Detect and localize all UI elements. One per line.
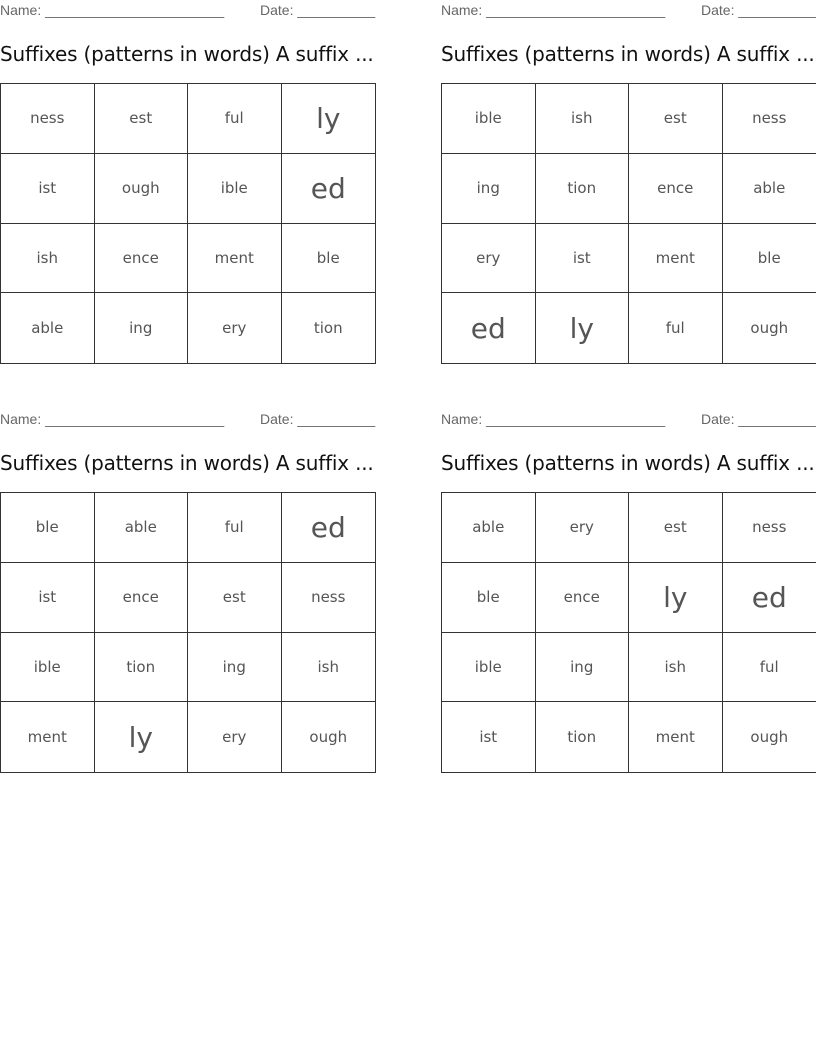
- bingo-cell: ment: [629, 224, 723, 294]
- bingo-cell: ble: [723, 224, 816, 294]
- bingo-cell: est: [629, 493, 723, 563]
- bingo-cell: ery: [536, 493, 630, 563]
- bingo-cell: ible: [442, 633, 536, 703]
- bingo-grid: [0, 492, 376, 773]
- bingo-cell: ery: [188, 702, 282, 772]
- bingo-cell: tion: [313, 319, 343, 338]
- bingo-cell: ly: [629, 563, 723, 633]
- date-field-label: Date: __________: [260, 411, 376, 427]
- card-title: Suffixes (patterns in words) A suffix ...: [441, 451, 815, 475]
- bingo-cell: ed: [442, 293, 536, 363]
- name-field-label: Name: _______________________: [0, 411, 225, 427]
- bingo-cell: ing: [188, 633, 282, 703]
- bingo-cell: ough: [750, 728, 789, 747]
- bingo-cell: ly: [95, 702, 189, 772]
- name-field-label: Name: _______________________: [441, 2, 666, 18]
- bingo-cell: ery: [442, 224, 536, 294]
- bingo-cell: ible: [1, 633, 95, 703]
- bingo-cell: ible: [442, 84, 536, 154]
- bingo-card-2: [441, 0, 816, 345]
- date-field-label: Date: __________: [701, 411, 816, 427]
- bingo-cell: ough: [309, 728, 348, 747]
- card-title: Suffixes (patterns in words) A suffix ...: [0, 42, 374, 66]
- bingo-cell: est: [95, 84, 189, 154]
- bingo-grid: [441, 83, 816, 364]
- bingo-cell: ed: [282, 154, 376, 224]
- bingo-cell: ing: [95, 293, 189, 363]
- bingo-cell: ness: [723, 493, 816, 563]
- bingo-cell: ful: [723, 633, 816, 703]
- bingo-cell: ery: [188, 293, 282, 363]
- bingo-cell: ence: [629, 154, 723, 224]
- bingo-cell: ed: [282, 493, 376, 563]
- bingo-cell: ist: [1, 154, 95, 224]
- card-title: Suffixes (patterns in words) A suffix ...: [0, 451, 374, 475]
- bingo-cell: able: [723, 154, 816, 224]
- bingo-cell: ed: [723, 563, 816, 633]
- bingo-grid: [441, 492, 816, 773]
- bingo-cell: ness: [1, 84, 95, 154]
- bingo-cell: ist: [536, 224, 630, 294]
- bingo-cell: est: [188, 563, 282, 633]
- date-field-label: Date: __________: [260, 2, 376, 18]
- bingo-cell: ence: [95, 224, 189, 294]
- bingo-cell: ful: [629, 293, 723, 363]
- bingo-cell: ful: [188, 84, 282, 154]
- bingo-cell: ment: [1, 702, 95, 772]
- bingo-cell: ble: [282, 224, 376, 294]
- bingo-cell: ble: [1, 493, 95, 563]
- bingo-cell: ist: [442, 702, 536, 772]
- bingo-cell: ble: [442, 563, 536, 633]
- bingo-cell: ence: [536, 563, 630, 633]
- bingo-cell: ist: [1, 563, 95, 633]
- bingo-cell: able: [442, 493, 536, 563]
- bingo-cell: able: [1, 293, 95, 363]
- card-title: Suffixes (patterns in words) A suffix ...: [441, 42, 815, 66]
- bingo-cell: ing: [442, 154, 536, 224]
- card-header: [441, 0, 816, 22]
- bingo-cell: able: [95, 493, 189, 563]
- date-field-label: Date: __________: [701, 2, 816, 18]
- bingo-cell: tion: [536, 154, 630, 224]
- bingo-cell: tion: [95, 633, 189, 703]
- bingo-cell: ment: [188, 224, 282, 294]
- card-header: [0, 409, 375, 431]
- bingo-cell: ish: [629, 633, 723, 703]
- bingo-cell: tion: [536, 702, 630, 772]
- bingo-grid: [0, 83, 376, 364]
- bingo-cell: ough: [95, 154, 189, 224]
- bingo-cell: ly: [536, 293, 630, 363]
- bingo-cell: ish: [536, 84, 630, 154]
- bingo-cell: ment: [629, 702, 723, 772]
- bingo-card-4: [441, 409, 816, 747]
- bingo-cell: ible: [188, 154, 282, 224]
- bingo-cell: ence: [95, 563, 189, 633]
- bingo-cell: ness: [282, 563, 376, 633]
- bingo-cell: ough: [750, 319, 789, 338]
- bingo-cell: ish: [1, 224, 95, 294]
- bingo-cell: ly: [282, 84, 376, 154]
- bingo-cell: est: [629, 84, 723, 154]
- bingo-cell: ness: [723, 84, 816, 154]
- card-header: [441, 409, 816, 431]
- bingo-card-1: [0, 0, 376, 338]
- name-field-label: Name: _______________________: [441, 411, 666, 427]
- bingo-cell: ing: [536, 633, 630, 703]
- name-field-label: Name: _______________________: [0, 2, 225, 18]
- card-header: [0, 0, 375, 22]
- bingo-cell: ish: [282, 633, 376, 703]
- bingo-card-3: [0, 409, 376, 754]
- bingo-cell: ful: [188, 493, 282, 563]
